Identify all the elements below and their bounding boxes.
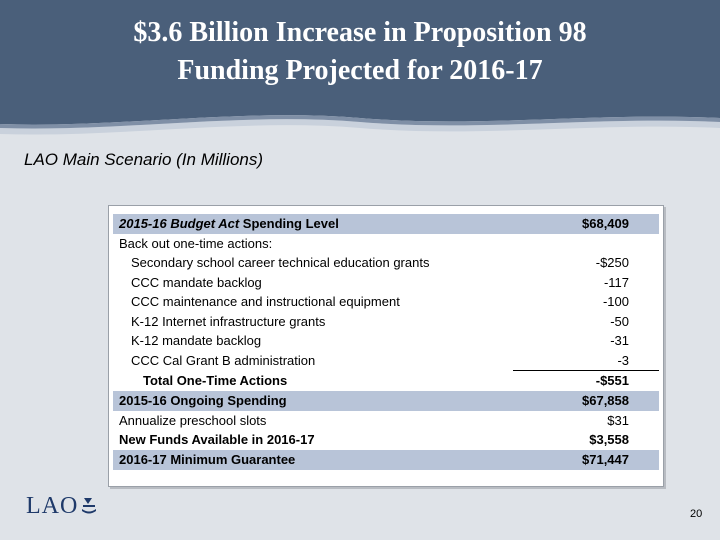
row-label-rest: Spending Level <box>239 216 339 231</box>
row-value: -3 <box>617 352 629 368</box>
row-value: -$551 <box>595 373 629 388</box>
row-value: $31 <box>607 412 629 428</box>
title-line-1: $3.6 Billion Increase in Proposition 98 <box>133 17 587 48</box>
row-value: -50 <box>610 313 629 329</box>
row-label: CCC maintenance and instructional equipment <box>131 294 400 309</box>
row-value: $71,447 <box>582 452 629 467</box>
lao-logo: LAO <box>26 493 79 519</box>
table-row <box>113 253 659 273</box>
page-number: 20 <box>690 508 703 520</box>
table-row <box>113 292 659 312</box>
funding-table <box>108 205 664 487</box>
table-row <box>113 371 659 391</box>
row-label: CCC Cal Grant B administration <box>131 352 316 368</box>
row-label: CCC mandate backlog <box>131 274 262 290</box>
slide-title <box>0 14 720 90</box>
row-label: Annualize preschool slots <box>119 412 267 428</box>
row-value: -$250 <box>595 255 629 270</box>
row-value: -31 <box>610 333 629 348</box>
row-label: Secondary school career technical education grants <box>131 255 430 270</box>
row-label: 2015-16 Ongoing Spending <box>119 393 287 408</box>
table-row <box>113 430 659 450</box>
row-value: -100 <box>602 294 629 309</box>
row-label: 2016-17 Minimum Guarantee <box>119 452 296 467</box>
row-value: $67,858 <box>582 393 629 408</box>
row-label: Total One-Time Actions <box>143 373 288 388</box>
table-row <box>113 214 659 234</box>
row-label: Back out one-time actions: <box>119 235 273 251</box>
row-label: New Funds Available in 2016-17 <box>119 432 315 447</box>
lao-logo-mark-icon <box>82 496 96 514</box>
row-label: K-12 mandate backlog <box>131 333 262 348</box>
table-row <box>113 312 659 332</box>
row-value: -117 <box>603 274 629 290</box>
table-row <box>113 391 659 411</box>
title-line-2: Funding Projected for 2016-17 <box>177 55 543 86</box>
table-row <box>113 331 659 351</box>
row-label: K-12 Internet infrastructure grants <box>131 313 326 329</box>
row-value: $3,558 <box>589 432 629 447</box>
table-row <box>113 351 659 371</box>
table-row <box>113 411 659 431</box>
slide-subtitle: LAO Main Scenario (In Millions) <box>24 150 264 169</box>
slide-header <box>0 0 720 150</box>
table-row <box>113 273 659 293</box>
table-row <box>113 450 659 470</box>
table-row <box>113 234 659 254</box>
row-label-emphasis: 2015-16 Budget Act <box>119 216 240 231</box>
row-label <box>119 214 339 234</box>
row-value: $68,409 <box>582 216 629 231</box>
